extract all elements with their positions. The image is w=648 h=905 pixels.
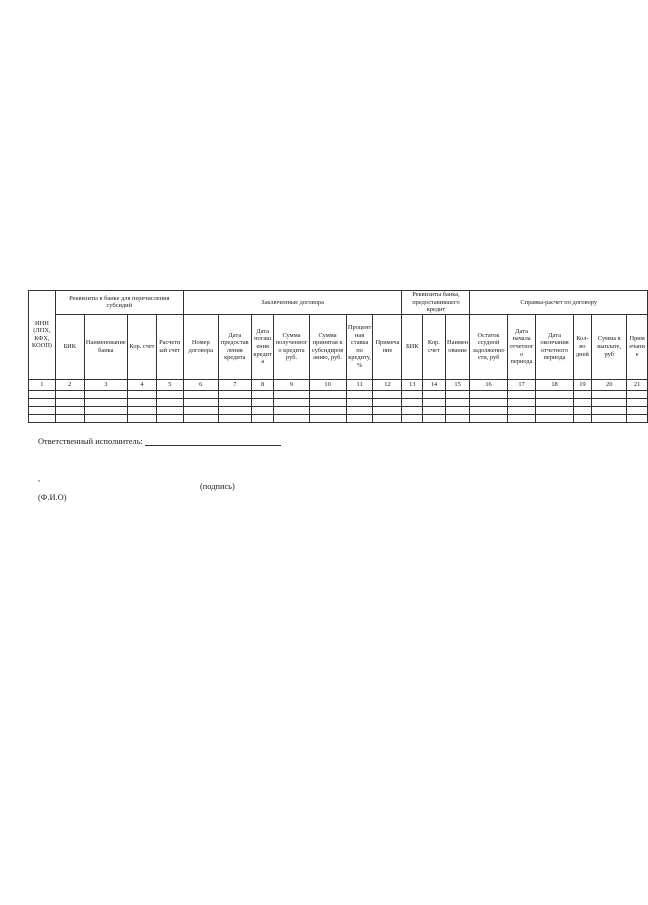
table-row bbox=[29, 390, 648, 398]
col-number: 7 bbox=[218, 379, 251, 390]
table-cell[interactable] bbox=[445, 398, 470, 406]
col-header-15: Наименование bbox=[445, 314, 470, 379]
col-number: 11 bbox=[346, 379, 373, 390]
table-cell[interactable] bbox=[507, 414, 536, 422]
table-cell[interactable] bbox=[274, 406, 309, 414]
col-number: 9 bbox=[274, 379, 309, 390]
table-cell[interactable] bbox=[536, 390, 573, 398]
col-header-8: Дата погашения кредита bbox=[251, 314, 274, 379]
table-cell[interactable] bbox=[29, 398, 56, 406]
table-cell[interactable] bbox=[251, 398, 274, 406]
table-cell[interactable] bbox=[592, 414, 627, 422]
table-cell[interactable] bbox=[402, 406, 423, 414]
col-number: 1 bbox=[29, 379, 56, 390]
table-cell[interactable] bbox=[346, 406, 373, 414]
table-row bbox=[29, 406, 648, 414]
table-cell[interactable] bbox=[507, 406, 536, 414]
table-cell[interactable] bbox=[218, 414, 251, 422]
col-header-4: Кор. счет bbox=[128, 314, 157, 379]
table-cell[interactable] bbox=[423, 406, 446, 414]
header-inn: ИНН (ЛПХ, КФХ, КООП) bbox=[29, 291, 56, 380]
col-number: 21 bbox=[627, 379, 648, 390]
header-row-groups bbox=[29, 291, 648, 315]
table-cell[interactable] bbox=[128, 398, 157, 406]
col-header-9: Сумма полученного кредита руб. bbox=[274, 314, 309, 379]
col-number: 10 bbox=[309, 379, 346, 390]
table-cell[interactable] bbox=[402, 414, 423, 422]
table-cell[interactable] bbox=[156, 406, 183, 414]
table-cell[interactable] bbox=[470, 390, 507, 398]
table-cell[interactable] bbox=[507, 390, 536, 398]
table-cell[interactable] bbox=[445, 414, 470, 422]
table-cell[interactable] bbox=[29, 406, 56, 414]
table-cell[interactable] bbox=[445, 406, 470, 414]
header-group-lender-bank: Реквизиты банка, предоставившего кредит bbox=[402, 291, 470, 315]
table-cell[interactable] bbox=[156, 390, 183, 398]
col-header-19: Кол-во дней bbox=[573, 314, 592, 379]
table-cell[interactable] bbox=[627, 398, 648, 406]
col-header-13: БИК bbox=[402, 314, 423, 379]
col-number: 20 bbox=[592, 379, 627, 390]
table-cell[interactable] bbox=[507, 398, 536, 406]
col-number: 5 bbox=[156, 379, 183, 390]
col-number: 8 bbox=[251, 379, 274, 390]
col-number: 2 bbox=[55, 379, 84, 390]
col-header-17: Дата начала отчетного периода bbox=[507, 314, 536, 379]
table-cell[interactable] bbox=[445, 390, 470, 398]
table-cell[interactable] bbox=[218, 406, 251, 414]
table-cell[interactable] bbox=[373, 398, 402, 406]
table-cell[interactable] bbox=[55, 406, 84, 414]
table-cell[interactable] bbox=[573, 414, 592, 422]
col-number: 14 bbox=[423, 379, 446, 390]
table-cell[interactable] bbox=[423, 390, 446, 398]
table-cell[interactable] bbox=[627, 406, 648, 414]
col-number: 12 bbox=[373, 379, 402, 390]
column-number-row bbox=[29, 379, 648, 390]
table-cell[interactable] bbox=[183, 398, 218, 406]
col-header-5: Расчетный счет bbox=[156, 314, 183, 379]
table-cell[interactable] bbox=[536, 398, 573, 406]
table-row bbox=[29, 414, 648, 422]
table-cell[interactable] bbox=[274, 390, 309, 398]
col-header-21: Примечание bbox=[627, 314, 648, 379]
executor-line bbox=[38, 437, 281, 446]
col-header-18: Дата окончания отчетного периода bbox=[536, 314, 573, 379]
col-number: 3 bbox=[84, 379, 127, 390]
col-header-20: Сумма в выплате, руб bbox=[592, 314, 627, 379]
fio-caption: (Ф.И.О) bbox=[38, 493, 67, 502]
col-number: 17 bbox=[507, 379, 536, 390]
table-cell[interactable] bbox=[274, 398, 309, 406]
col-header-14: Кор. счет bbox=[423, 314, 446, 379]
report-table-container bbox=[28, 290, 645, 418]
table-cell[interactable] bbox=[84, 414, 127, 422]
table-cell[interactable] bbox=[84, 406, 127, 414]
table-cell[interactable] bbox=[592, 406, 627, 414]
table-cell[interactable] bbox=[309, 398, 346, 406]
table-cell[interactable] bbox=[128, 414, 157, 422]
header-group-calc-reference: Справка-расчет по договору bbox=[470, 291, 648, 315]
table-cell[interactable] bbox=[346, 414, 373, 422]
table-cell[interactable] bbox=[128, 406, 157, 414]
table-cell[interactable] bbox=[84, 398, 127, 406]
signature-caption: (подпись) bbox=[200, 482, 235, 491]
col-header-6: Номер договора bbox=[183, 314, 218, 379]
col-number: 4 bbox=[128, 379, 157, 390]
col-number: 19 bbox=[573, 379, 592, 390]
table-cell[interactable] bbox=[573, 390, 592, 398]
table-cell[interactable] bbox=[128, 390, 157, 398]
table-cell[interactable] bbox=[156, 398, 183, 406]
table-cell[interactable] bbox=[627, 414, 648, 422]
table-cell[interactable] bbox=[423, 414, 446, 422]
table-body bbox=[29, 390, 648, 422]
table-cell[interactable] bbox=[55, 414, 84, 422]
header-group-subsidy-requisites: Реквизиты в банке для перечисления субсидий bbox=[55, 291, 183, 315]
table-cell[interactable] bbox=[470, 398, 507, 406]
col-header-11: Процентная ставка по кредиту,% bbox=[346, 314, 373, 379]
table-cell[interactable] bbox=[183, 414, 218, 422]
table-cell[interactable] bbox=[470, 406, 507, 414]
table-cell[interactable] bbox=[423, 398, 446, 406]
table-cell[interactable] bbox=[373, 414, 402, 422]
stray-mark: , bbox=[38, 474, 40, 483]
table-cell[interactable] bbox=[309, 406, 346, 414]
col-number: 13 bbox=[402, 379, 423, 390]
table-cell[interactable] bbox=[274, 414, 309, 422]
header-group-concluded-contracts: Заключенные договора bbox=[183, 291, 402, 315]
table-cell[interactable] bbox=[251, 390, 274, 398]
table-cell[interactable] bbox=[592, 398, 627, 406]
col-header-2: БИК bbox=[55, 314, 84, 379]
table-cell[interactable] bbox=[29, 390, 56, 398]
table-cell[interactable] bbox=[251, 406, 274, 414]
table-cell[interactable] bbox=[309, 414, 346, 422]
table-cell[interactable] bbox=[573, 406, 592, 414]
table-cell[interactable] bbox=[373, 406, 402, 414]
col-header-10: Сумма принятая к субсидированию, руб. bbox=[309, 314, 346, 379]
col-number: 16 bbox=[470, 379, 507, 390]
header-row-columns bbox=[29, 314, 648, 379]
table-cell[interactable] bbox=[346, 398, 373, 406]
col-header-16: Остаток ссудной задолженности, руб bbox=[470, 314, 507, 379]
table-cell[interactable] bbox=[29, 414, 56, 422]
report-table bbox=[28, 290, 648, 423]
table-cell[interactable] bbox=[309, 390, 346, 398]
signature-field[interactable] bbox=[145, 437, 281, 446]
table-cell[interactable] bbox=[536, 414, 573, 422]
table-cell[interactable] bbox=[156, 414, 183, 422]
table-cell[interactable] bbox=[183, 406, 218, 414]
col-number: 6 bbox=[183, 379, 218, 390]
table-cell[interactable] bbox=[183, 390, 218, 398]
executor-label: Ответственный исполнитель: bbox=[38, 437, 143, 446]
table-cell[interactable] bbox=[592, 390, 627, 398]
col-number: 18 bbox=[536, 379, 573, 390]
table-cell[interactable] bbox=[218, 398, 251, 406]
table-cell[interactable] bbox=[402, 390, 423, 398]
table-cell[interactable] bbox=[373, 390, 402, 398]
table-cell[interactable] bbox=[536, 406, 573, 414]
col-header-3: Наименование банка bbox=[84, 314, 127, 379]
table-cell[interactable] bbox=[84, 390, 127, 398]
table-cell[interactable] bbox=[55, 398, 84, 406]
col-header-7: Дата предоставления кредита bbox=[218, 314, 251, 379]
table-cell[interactable] bbox=[470, 414, 507, 422]
table-cell[interactable] bbox=[573, 398, 592, 406]
col-header-12: Примечание bbox=[373, 314, 402, 379]
table-cell[interactable] bbox=[627, 390, 648, 398]
table-cell[interactable] bbox=[402, 398, 423, 406]
table-cell[interactable] bbox=[55, 390, 84, 398]
table-cell[interactable] bbox=[346, 390, 373, 398]
col-number: 15 bbox=[445, 379, 470, 390]
table-cell[interactable] bbox=[251, 414, 274, 422]
table-cell[interactable] bbox=[218, 390, 251, 398]
table-row bbox=[29, 398, 648, 406]
